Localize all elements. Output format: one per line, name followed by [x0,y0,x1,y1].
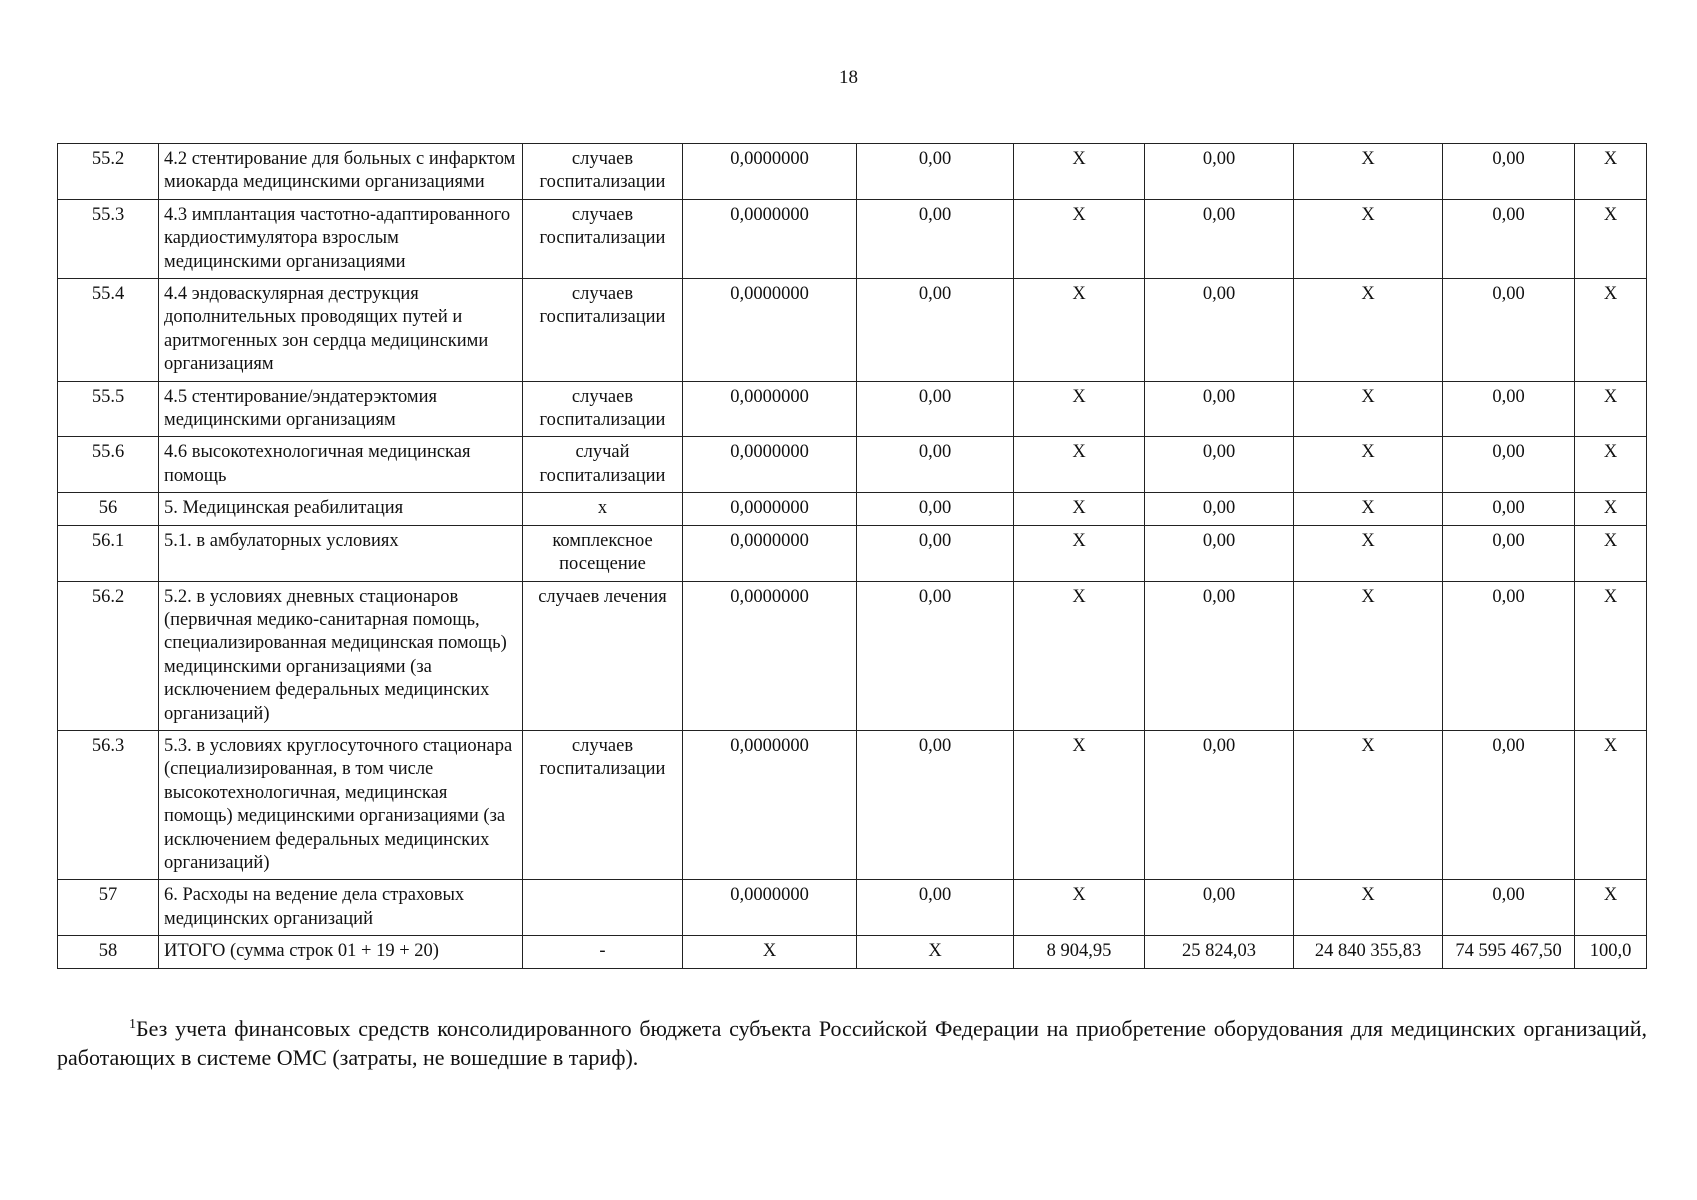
table-row [58,381,1647,437]
value-cell-4: 0,00 [1145,880,1294,936]
value-cell-1: 0,0000000 [683,437,857,493]
value-cell-7: X [1575,525,1647,581]
row-name-cell: 5.1. в амбулаторных условиях [159,525,523,581]
row-number-cell: 56.3 [58,730,159,879]
value-cell-1: 0,0000000 [683,880,857,936]
value-cell-5: X [1294,581,1443,730]
table-row [58,936,1647,968]
row-unit-cell: случаев госпитализации [523,381,683,437]
row-name-cell: 6. Расходы на ведение дела страховых медицинских организаций [159,880,523,936]
row-name-cell: 4.4 эндоваскулярная деструкция дополнительных проводящих путей и аритмогенных зон сердца медицинскими организациям [159,279,523,382]
value-cell-5: X [1294,199,1443,278]
value-cell-5: X [1294,279,1443,382]
value-cell-6: 74 595 467,50 [1443,936,1575,968]
value-cell-5: X [1294,525,1443,581]
row-number-cell: 56.1 [58,525,159,581]
table-row [58,880,1647,936]
footnote-text: Без учета финансовых средств консолидированного бюджета субъекта Российской Федерации на приобретение оборудования для медицинских организаций, работающих в системе ОМС (затраты, не вошедшие в тариф). [57,1016,1647,1070]
value-cell-6: 0,00 [1443,493,1575,525]
value-cell-3: X [1014,381,1145,437]
table-body [58,144,1647,969]
value-cell-7: X [1575,493,1647,525]
row-name-cell: 4.3 имплантация частотно-адаптированного кардиостимулятора взрослым медицинскими организациями [159,199,523,278]
value-cell-2: 0,00 [857,437,1014,493]
page-number: 18 [839,67,858,88]
value-cell-3: X [1014,493,1145,525]
value-cell-5: 24 840 355,83 [1294,936,1443,968]
value-cell-1: 0,0000000 [683,493,857,525]
value-cell-2: 0,00 [857,525,1014,581]
row-name-cell: 4.5 стентирование/эндатерэктомия медицинскими организациям [159,381,523,437]
table-row [58,525,1647,581]
row-name-cell: 5.2. в условиях дневных стационаров (первичная медико-санитарная помощь, специализированная медицинская помощь) медицинскими организациями (за исключением федеральных медицинских организаций) [159,581,523,730]
value-cell-7: X [1575,199,1647,278]
value-cell-3: X [1014,730,1145,879]
value-cell-6: 0,00 [1443,381,1575,437]
row-number-cell: 57 [58,880,159,936]
value-cell-6: 0,00 [1443,880,1575,936]
value-cell-6: 0,00 [1443,279,1575,382]
value-cell-6: 0,00 [1443,581,1575,730]
value-cell-3: X [1014,199,1145,278]
row-unit-cell: х [523,493,683,525]
value-cell-7: X [1575,880,1647,936]
footnote [57,1014,1647,1072]
value-cell-3: X [1014,437,1145,493]
value-cell-5: X [1294,880,1443,936]
value-cell-3: X [1014,279,1145,382]
value-cell-3: X [1014,880,1145,936]
value-cell-2: 0,00 [857,381,1014,437]
value-cell-2: 0,00 [857,730,1014,879]
table-row [58,493,1647,525]
value-cell-4: 0,00 [1145,381,1294,437]
value-cell-4: 0,00 [1145,581,1294,730]
row-number-cell: 56.2 [58,581,159,730]
value-cell-5: X [1294,381,1443,437]
value-cell-2: 0,00 [857,581,1014,730]
value-cell-5: X [1294,493,1443,525]
table-row [58,437,1647,493]
row-number-cell: 55.4 [58,279,159,382]
value-cell-6: 0,00 [1443,199,1575,278]
value-cell-2: 0,00 [857,279,1014,382]
value-cell-4: 0,00 [1145,730,1294,879]
value-cell-4: 0,00 [1145,493,1294,525]
financing-table [57,143,1647,969]
value-cell-1: 0,0000000 [683,279,857,382]
value-cell-6: 0,00 [1443,525,1575,581]
value-cell-6: 0,00 [1443,144,1575,200]
value-cell-1: 0,0000000 [683,381,857,437]
value-cell-7: 100,0 [1575,936,1647,968]
value-cell-2: 0,00 [857,199,1014,278]
row-unit-cell: случаев госпитализации [523,199,683,278]
value-cell-2: 0,00 [857,493,1014,525]
value-cell-7: X [1575,581,1647,730]
row-unit-cell: случаев госпитализации [523,730,683,879]
row-unit-cell: случаев госпитализации [523,279,683,382]
value-cell-5: X [1294,730,1443,879]
table-row [58,730,1647,879]
value-cell-7: X [1575,279,1647,382]
row-unit-cell [523,880,683,936]
table-row [58,199,1647,278]
row-number-cell: 55.5 [58,381,159,437]
value-cell-5: X [1294,144,1443,200]
footnote-marker: 1 [129,1017,136,1032]
row-number-cell: 55.3 [58,199,159,278]
value-cell-6: 0,00 [1443,730,1575,879]
row-name-cell: 4.6 высокотехнологичная медицинская помощь [159,437,523,493]
value-cell-3: 8 904,95 [1014,936,1145,968]
table-row [58,144,1647,200]
table-row [58,279,1647,382]
value-cell-4: 0,00 [1145,437,1294,493]
value-cell-1: 0,0000000 [683,525,857,581]
value-cell-1: 0,0000000 [683,730,857,879]
value-cell-4: 0,00 [1145,199,1294,278]
value-cell-7: X [1575,144,1647,200]
value-cell-4: 25 824,03 [1145,936,1294,968]
value-cell-7: X [1575,730,1647,879]
value-cell-7: X [1575,437,1647,493]
value-cell-1: 0,0000000 [683,581,857,730]
value-cell-7: X [1575,381,1647,437]
value-cell-2: 0,00 [857,144,1014,200]
value-cell-2: 0,00 [857,880,1014,936]
row-unit-cell: случаев госпитализации [523,144,683,200]
value-cell-5: X [1294,437,1443,493]
row-unit-cell: случаев лечения [523,581,683,730]
table-row [58,581,1647,730]
row-number-cell: 55.2 [58,144,159,200]
row-unit-cell: случай госпитализации [523,437,683,493]
row-unit-cell: комплексное посещение [523,525,683,581]
row-name-cell: 5. Медицинская реабилитация [159,493,523,525]
row-name-cell: 5.3. в условиях круглосуточного стационара (специализированная, в том числе высокотехнологичная, медицинская помощь) медицинскими организациями (за исключением федеральных медицинских организаций) [159,730,523,879]
value-cell-4: 0,00 [1145,525,1294,581]
value-cell-6: 0,00 [1443,437,1575,493]
row-number-cell: 56 [58,493,159,525]
value-cell-1: X [683,936,857,968]
value-cell-4: 0,00 [1145,279,1294,382]
value-cell-2: X [857,936,1014,968]
row-name-cell: ИТОГО (сумма строк 01 + 19 + 20) [159,936,523,968]
row-unit-cell: - [523,936,683,968]
row-number-cell: 55.6 [58,437,159,493]
value-cell-1: 0,0000000 [683,144,857,200]
row-name-cell: 4.2 стентирование для больных с инфарктом миокарда медицинскими организациями [159,144,523,200]
value-cell-3: X [1014,525,1145,581]
value-cell-3: X [1014,581,1145,730]
value-cell-4: 0,00 [1145,144,1294,200]
row-number-cell: 58 [58,936,159,968]
value-cell-1: 0,0000000 [683,199,857,278]
value-cell-3: X [1014,144,1145,200]
